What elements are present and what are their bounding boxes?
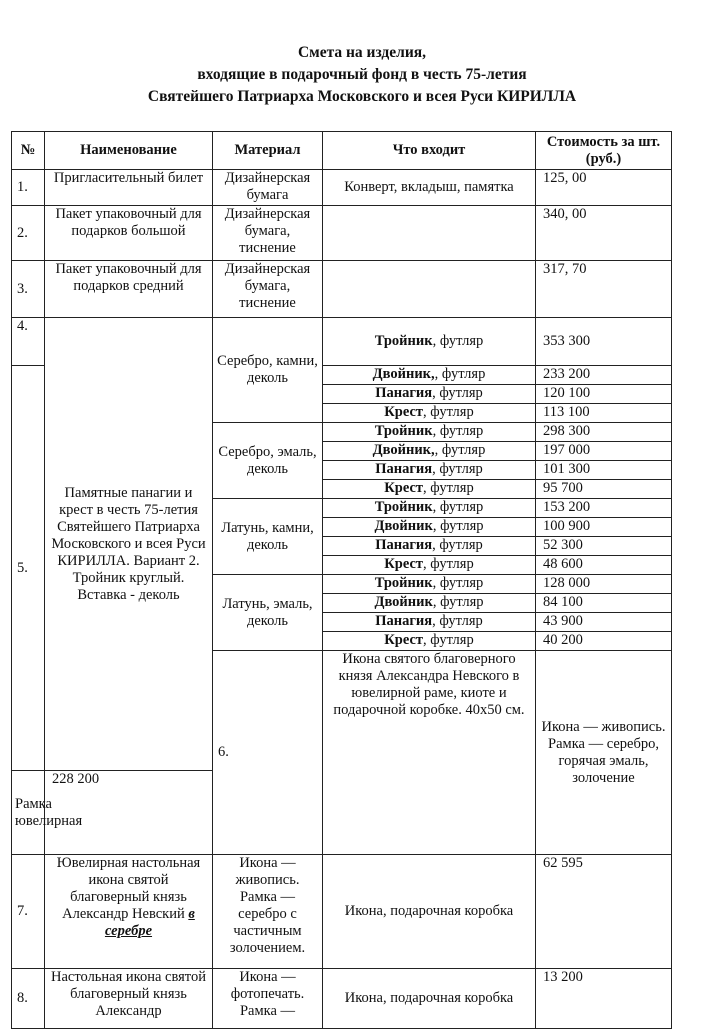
item-type: Крест [384,404,424,420]
item-contents [323,594,536,613]
item-price: 62 595 [536,855,672,969]
item-contents [323,518,536,537]
item-price: 128 000 [536,575,672,594]
item-name: Пакет упаковочный для подарков средний [45,261,213,318]
item-name: Пакет упаковочный для подарков большой [45,206,213,261]
item-type: Крест [384,480,424,496]
item-contents [323,632,536,651]
item-price: 95 700 [536,480,672,499]
item-material: Икона — живопись. Рамка — серебро, горячая эмаль, золочение [536,651,672,855]
case-suffix: , футляр [432,518,484,534]
row-number: 8. [12,969,45,1029]
case-suffix: , футляр [423,556,474,572]
item-contents: Икона, подарочная коробка [323,855,536,969]
header-price: Стоимость за шт. (руб.) [536,132,672,170]
case-suffix: , футляр [423,632,474,648]
item-price: 153 200 [536,499,672,518]
item-contents [323,461,536,480]
table-row [12,261,672,318]
item-type: Крест [384,632,424,648]
item-material: Икона — живопись. Рамка — серебро с частичным золочением. [213,855,323,969]
item-type: Двойник [374,518,433,534]
item-type: Панагия [375,537,433,553]
item-material: Латунь, камни, деколь [213,499,323,575]
case-suffix: , футляр [432,499,484,515]
case-suffix: , футляр [423,480,474,496]
item-name: Пригласительный билет [45,170,213,206]
item-type: Двойник, [372,442,435,458]
item-contents: Икона, подарочная коробка [323,969,536,1029]
row-number: 4. [12,318,45,366]
item-contents [323,385,536,404]
item-name [45,855,213,969]
item-name-text: Ювелирная настольная икона святой благоверный князь Александр Невский [56,855,201,922]
header-contents: Что входит [323,132,536,170]
case-suffix: , футляр [432,385,483,401]
case-suffix: , футляр [432,613,483,629]
item-price: 101 300 [536,461,672,480]
item-type: Двойник, [372,366,435,382]
title-line-2: входящие в подарочный фонд в честь 75-летия [197,66,527,83]
item-price: 317, 70 [536,261,672,318]
item-price: 113 100 [536,404,672,423]
item-price: 125, 00 [536,170,672,206]
item-price: 84 100 [536,594,672,613]
item-type: Тройник [374,575,433,591]
item-material: Дизайнерская бумага, тиснение [213,261,323,318]
case-suffix: , футляр [434,366,486,382]
item-contents [323,499,536,518]
item-material: Дизайнерская бумага [213,170,323,206]
item-type: Панагия [375,461,433,477]
item-price: 40 200 [536,632,672,651]
item-type: Тройник [374,499,433,515]
header-num: № [12,132,45,170]
item-material: Дизайнерская бумага, тиснение [213,206,323,261]
item-contents [323,261,536,318]
item-price: 120 100 [536,385,672,404]
item-type: Панагия [375,385,433,401]
item-contents [323,442,536,461]
item-type: Тройник [374,423,433,439]
case-suffix: , футляр [434,442,486,458]
item-name: Памятные панагии и крест в честь 75-летия Святейшего Патриарха Московского и всея Руси КИРИЛЛА. Вариант 2. Тройник круглый. Вставка - деколь [45,318,213,771]
case-suffix: , футляр [432,423,484,439]
table-row [12,969,672,1029]
table-row [12,170,672,206]
item-contents [323,318,536,366]
item-material: Икона — фотопечать. Рамка — [213,969,323,1029]
item-type: Панагия [375,613,433,629]
item-price: 43 900 [536,613,672,632]
title-line-1: Смета на изделия, [297,44,427,61]
row-number: 2. [12,206,45,261]
row-number: 3. [12,261,45,318]
item-price: 100 900 [536,518,672,537]
header-name: Наименование [45,132,213,170]
item-price: 48 600 [536,556,672,575]
row-number: 1. [12,170,45,206]
table-row [12,855,672,969]
item-material: Латунь, эмаль, деколь [213,575,323,651]
item-contents [323,575,536,594]
estimate-table [11,131,672,1029]
item-contents: Конверт, вкладыш, памятка [323,170,536,206]
item-material: Серебро, эмаль, деколь [213,423,323,499]
item-contents [323,423,536,442]
row-number: 6. [213,651,323,855]
item-price: 298 300 [536,423,672,442]
item-name: Икона святого благоверного князя Александра Невского в ювелирной раме, киоте и подарочной коробке. 40х50 см. [323,651,536,855]
case-suffix: , футляр [432,333,484,349]
item-contents [323,537,536,556]
header-material: Материал [213,132,323,170]
item-price: 353 300 [536,318,672,366]
item-type: Тройник [374,333,433,349]
case-suffix: , футляр [432,594,484,610]
item-contents [323,366,536,385]
title-line-3: Святейшего Патриарха Московского и всея Руси КИРИЛЛА [147,88,577,105]
item-type: Крест [384,556,424,572]
item-price: 340, 00 [536,206,672,261]
case-suffix: , футляр [432,537,483,553]
table-row [12,318,672,366]
item-name: Настольная икона святой благоверный князь Александр [45,969,213,1029]
item-contents [323,556,536,575]
header-row [12,132,672,170]
case-suffix: , футляр [432,461,483,477]
row-number: 7. [12,855,45,969]
item-contents [323,206,536,261]
item-contents: Рамка ювелирная [12,771,45,855]
document-title [0,42,724,108]
table-row [12,206,672,261]
item-contents [323,480,536,499]
item-contents [323,613,536,632]
case-suffix: , футляр [432,575,484,591]
item-price: 197 000 [536,442,672,461]
row-number: 5. [12,366,45,771]
item-price: 52 300 [536,537,672,556]
item-type: Двойник [374,594,433,610]
case-suffix: , футляр [423,404,474,420]
item-name-highlight: в серебре [104,906,195,939]
item-material: Серебро, камни, деколь [213,318,323,423]
item-price: 233 200 [536,366,672,385]
item-price: 228 200 [45,771,213,855]
item-price: 13 200 [536,969,672,1029]
item-contents [323,404,536,423]
